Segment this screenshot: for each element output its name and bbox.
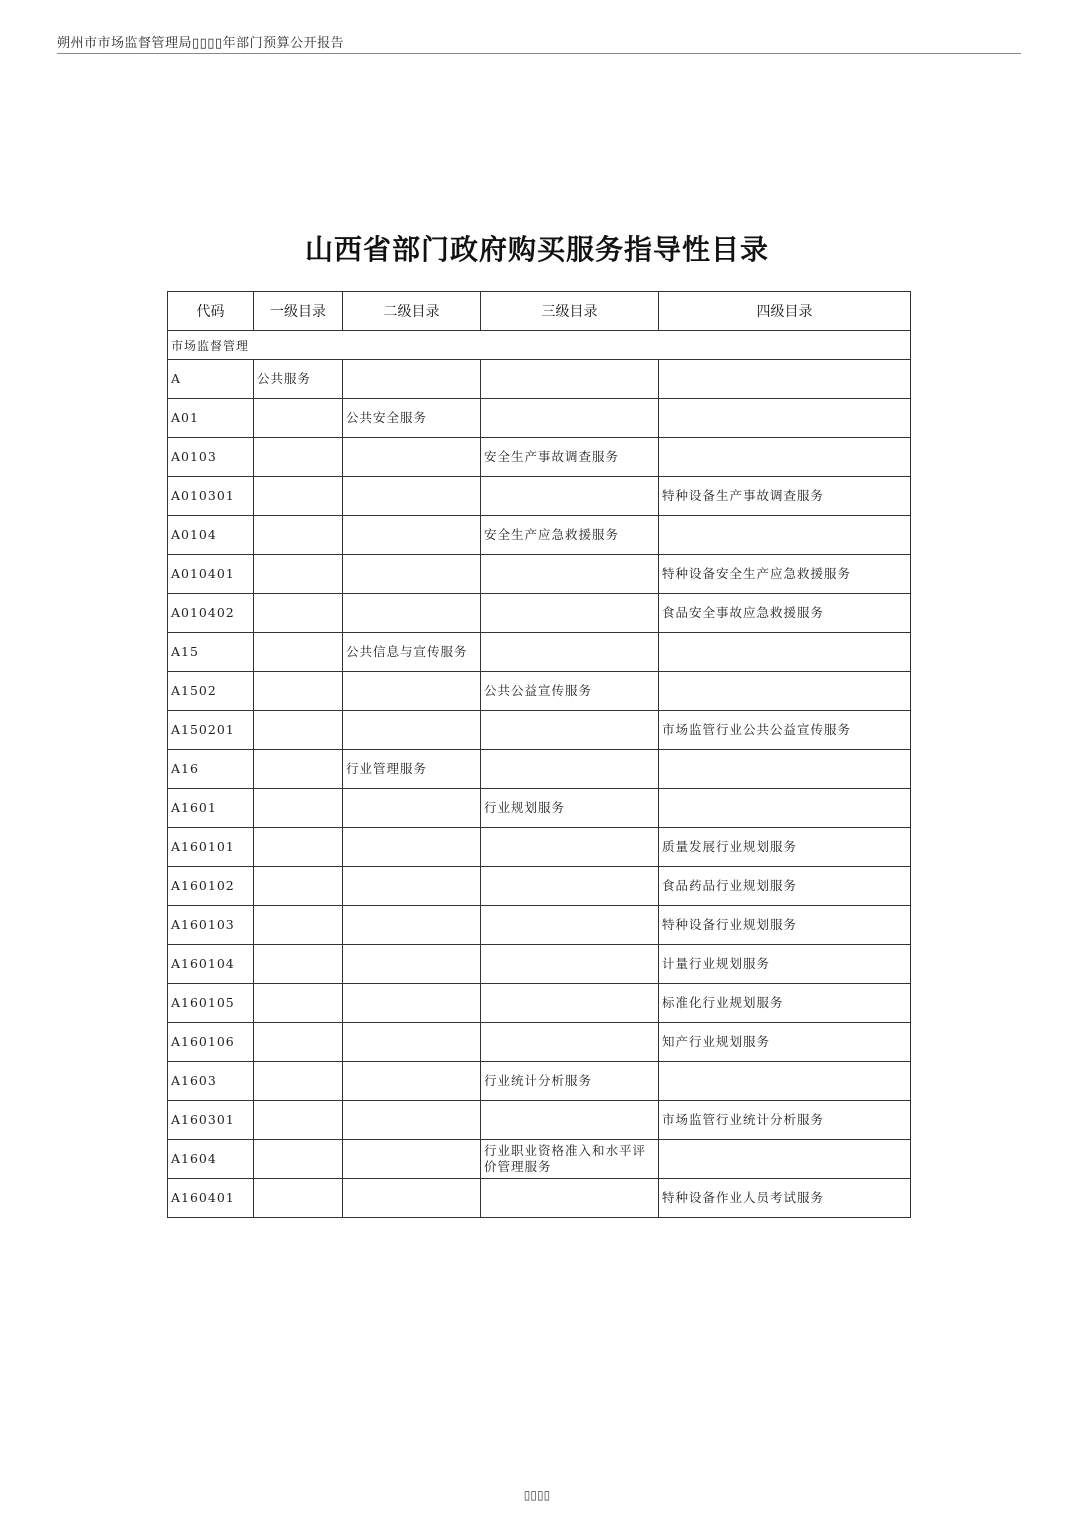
cell-level2: 公共信息与宣传服务 bbox=[343, 633, 481, 672]
table-row bbox=[168, 672, 911, 711]
table-row bbox=[168, 438, 911, 477]
cell-level1 bbox=[254, 399, 343, 438]
cell-level1: 公共服务 bbox=[254, 360, 343, 399]
cell-level2 bbox=[343, 516, 481, 555]
column-header-level1: 一级目录 bbox=[254, 292, 343, 331]
column-header-level4: 四级目录 bbox=[659, 292, 911, 331]
cell-level2 bbox=[343, 828, 481, 867]
cell-level4 bbox=[659, 1062, 911, 1101]
cell-level4 bbox=[659, 438, 911, 477]
cell-level2 bbox=[343, 945, 481, 984]
cell-level3: 行业统计分析服务 bbox=[481, 1062, 659, 1101]
cell-code: A160103 bbox=[168, 906, 254, 945]
cell-code: A0103 bbox=[168, 438, 254, 477]
cell-level4: 食品药品行业规划服务 bbox=[659, 867, 911, 906]
cell-code: A bbox=[168, 360, 254, 399]
cell-level4 bbox=[659, 789, 911, 828]
cell-code: A160106 bbox=[168, 1023, 254, 1062]
table-row bbox=[168, 633, 911, 672]
cell-code: A160104 bbox=[168, 945, 254, 984]
cell-level4 bbox=[659, 750, 911, 789]
cell-level4 bbox=[659, 672, 911, 711]
table-row bbox=[168, 906, 911, 945]
cell-level1 bbox=[254, 594, 343, 633]
cell-code: A160301 bbox=[168, 1101, 254, 1140]
page-number: ▯▯▯▯ bbox=[523, 1488, 551, 1502]
table-row bbox=[168, 828, 911, 867]
cell-level3 bbox=[481, 1023, 659, 1062]
cell-level2 bbox=[343, 438, 481, 477]
cell-level4: 市场监管行业统计分析服务 bbox=[659, 1101, 911, 1140]
cell-level3: 安全生产应急救援服务 bbox=[481, 516, 659, 555]
cell-level3 bbox=[481, 594, 659, 633]
cell-level3 bbox=[481, 945, 659, 984]
cell-level4 bbox=[659, 516, 911, 555]
cell-level1 bbox=[254, 1062, 343, 1101]
cell-level2 bbox=[343, 360, 481, 399]
section-title: 市场监督管理 bbox=[168, 331, 911, 360]
cell-level4 bbox=[659, 1140, 911, 1179]
cell-level3 bbox=[481, 1101, 659, 1140]
table-row bbox=[168, 1179, 911, 1218]
cell-level3 bbox=[481, 555, 659, 594]
cell-code: A1604 bbox=[168, 1140, 254, 1179]
cell-level1 bbox=[254, 1023, 343, 1062]
cell-level1 bbox=[254, 555, 343, 594]
cell-level2 bbox=[343, 555, 481, 594]
table-row bbox=[168, 984, 911, 1023]
cell-level1 bbox=[254, 438, 343, 477]
cell-level1 bbox=[254, 750, 343, 789]
cell-level4: 计量行业规划服务 bbox=[659, 945, 911, 984]
table-row bbox=[168, 594, 911, 633]
cell-level1 bbox=[254, 1101, 343, 1140]
table-row bbox=[168, 1101, 911, 1140]
cell-level4: 特种设备行业规划服务 bbox=[659, 906, 911, 945]
table-row bbox=[168, 1023, 911, 1062]
cell-level1 bbox=[254, 984, 343, 1023]
table-header-row bbox=[168, 292, 911, 331]
cell-level1 bbox=[254, 828, 343, 867]
column-header-level2: 二级目录 bbox=[343, 292, 481, 331]
cell-code: A15 bbox=[168, 633, 254, 672]
cell-code: A160102 bbox=[168, 867, 254, 906]
table-row bbox=[168, 750, 911, 789]
cell-level2 bbox=[343, 477, 481, 516]
cell-level2 bbox=[343, 1101, 481, 1140]
table-row bbox=[168, 789, 911, 828]
cell-level2 bbox=[343, 1140, 481, 1179]
table-row bbox=[168, 399, 911, 438]
cell-level1 bbox=[254, 1179, 343, 1218]
cell-level3: 行业规划服务 bbox=[481, 789, 659, 828]
cell-code: A0104 bbox=[168, 516, 254, 555]
cell-level1 bbox=[254, 789, 343, 828]
section-row bbox=[168, 331, 911, 360]
cell-code: A160401 bbox=[168, 1179, 254, 1218]
cell-level2: 行业管理服务 bbox=[343, 750, 481, 789]
cell-level3 bbox=[481, 867, 659, 906]
cell-level4 bbox=[659, 633, 911, 672]
cell-code: A1502 bbox=[168, 672, 254, 711]
table-row bbox=[168, 1140, 911, 1179]
cell-level1 bbox=[254, 633, 343, 672]
cell-level1 bbox=[254, 945, 343, 984]
table-row bbox=[168, 711, 911, 750]
cell-level3 bbox=[481, 906, 659, 945]
table-row bbox=[168, 1062, 911, 1101]
cell-level2 bbox=[343, 672, 481, 711]
cell-level1 bbox=[254, 867, 343, 906]
cell-level3 bbox=[481, 399, 659, 438]
header-divider bbox=[57, 53, 1021, 54]
table-row bbox=[168, 945, 911, 984]
cell-level1 bbox=[254, 906, 343, 945]
cell-code: A010401 bbox=[168, 555, 254, 594]
cell-level3 bbox=[481, 360, 659, 399]
cell-level2 bbox=[343, 789, 481, 828]
column-header-code: 代码 bbox=[168, 292, 254, 331]
cell-level3 bbox=[481, 828, 659, 867]
cell-code: A160105 bbox=[168, 984, 254, 1023]
cell-code: A010301 bbox=[168, 477, 254, 516]
cell-level3 bbox=[481, 984, 659, 1023]
cell-level1 bbox=[254, 477, 343, 516]
table-row bbox=[168, 360, 911, 399]
cell-level1 bbox=[254, 672, 343, 711]
cell-level3 bbox=[481, 633, 659, 672]
cell-level3: 公共公益宣传服务 bbox=[481, 672, 659, 711]
cell-level2 bbox=[343, 1179, 481, 1218]
cell-level2 bbox=[343, 1062, 481, 1101]
cell-level4: 特种设备安全生产应急救援服务 bbox=[659, 555, 911, 594]
cell-level2: 公共安全服务 bbox=[343, 399, 481, 438]
cell-level4 bbox=[659, 360, 911, 399]
cell-code: A010402 bbox=[168, 594, 254, 633]
cell-code: A16 bbox=[168, 750, 254, 789]
table-row bbox=[168, 477, 911, 516]
table-row bbox=[168, 867, 911, 906]
cell-level2 bbox=[343, 1023, 481, 1062]
cell-level1 bbox=[254, 1140, 343, 1179]
cell-code: A01 bbox=[168, 399, 254, 438]
cell-level4: 特种设备生产事故调查服务 bbox=[659, 477, 911, 516]
cell-level4 bbox=[659, 399, 911, 438]
cell-level4: 食品安全事故应急救援服务 bbox=[659, 594, 911, 633]
document-title: 山西省部门政府购买服务指导性目录 bbox=[304, 233, 769, 266]
cell-level3 bbox=[481, 750, 659, 789]
table-row bbox=[168, 516, 911, 555]
cell-level3 bbox=[481, 711, 659, 750]
cell-code: A1603 bbox=[168, 1062, 254, 1101]
cell-level4: 市场监管行业公共公益宣传服务 bbox=[659, 711, 911, 750]
cell-code: A1601 bbox=[168, 789, 254, 828]
table-row bbox=[168, 555, 911, 594]
cell-level2 bbox=[343, 594, 481, 633]
cell-level3 bbox=[481, 477, 659, 516]
cell-level3 bbox=[481, 1179, 659, 1218]
cell-level2 bbox=[343, 867, 481, 906]
cell-level4: 标准化行业规划服务 bbox=[659, 984, 911, 1023]
cell-level2 bbox=[343, 711, 481, 750]
cell-level1 bbox=[254, 516, 343, 555]
cell-level2 bbox=[343, 984, 481, 1023]
cell-level4: 特种设备作业人员考试服务 bbox=[659, 1179, 911, 1218]
cell-level2 bbox=[343, 906, 481, 945]
cell-level4: 质量发展行业规划服务 bbox=[659, 828, 911, 867]
report-header: 朔州市市场监督管理局▯▯▯▯年部门预算公开报告 bbox=[57, 36, 345, 51]
catalog-table bbox=[167, 291, 911, 1218]
column-header-level3: 三级目录 bbox=[481, 292, 659, 331]
cell-level4: 知产行业规划服务 bbox=[659, 1023, 911, 1062]
cell-level3: 安全生产事故调查服务 bbox=[481, 438, 659, 477]
cell-code: A160101 bbox=[168, 828, 254, 867]
cell-level3: 行业职业资格准入和水平评价管理服务 bbox=[481, 1140, 659, 1179]
cell-code: A150201 bbox=[168, 711, 254, 750]
cell-level1 bbox=[254, 711, 343, 750]
